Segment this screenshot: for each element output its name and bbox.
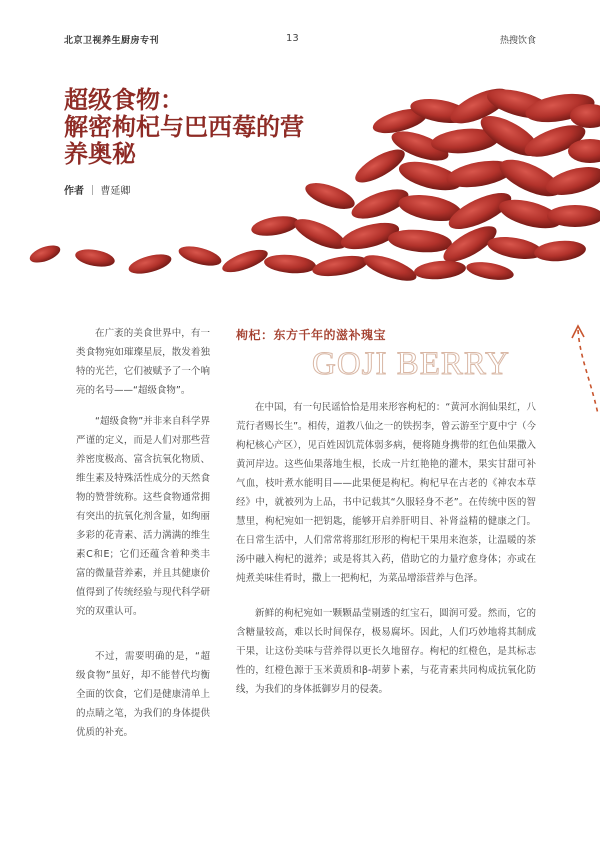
intro-paragraph-2: “超级食物”并非来自科学界严谨的定义，而是人们对那些营养密度极高、富含抗氧化物质、维生素及特殊活性成分的天然食物的赞誉统称。这些食物通常拥有突出的抗氧化剂含量，如绚丽多彩的花青素、活力满满的维生素C和E；它们还蕴含着种类丰富的微量营养素，并且其健康价值得到了传统经验与现代科学研究的双重认可。: [76, 416, 210, 617]
title-line-3: 养奥秘: [64, 139, 136, 168]
intro-column: [76, 324, 210, 754]
page-header: [0, 0, 600, 60]
author-separator: ｜: [87, 186, 98, 197]
section-title: 枸杞：东方千年的滋补瑰宝: [236, 328, 387, 342]
section-english-title: GOJI BERRY: [312, 346, 510, 382]
author-name: 曹延卿: [100, 186, 131, 197]
author-label: 作者: [64, 186, 84, 197]
intro-paragraph-3: 不过，需要明确的是，“超级食物”虽好，却不能替代均衡全面的饮食，它们是健康清单上的点睛之笔，为我们的身体提供优质的补充。: [76, 651, 210, 738]
title-line-2: 解密枸杞与巴西莓的营: [64, 112, 304, 141]
decorative-arrow-icon: [560, 318, 600, 418]
page-number: 13: [286, 33, 299, 44]
author-line: [64, 182, 130, 197]
goji-paragraph-1: 在中国，有一句民谣恰恰是用来形容枸杞的：“黄河水润仙果红，八荒行者赐长生”。相传，道教八仙之一的铁拐李，曾云游至宁夏中宁（今枸杞核心产区），见百姓因饥荒体弱多病，便将随身携带的红色仙果撒入黄河岸边。这些仙果落地生根，长成一片红艳艳的灌木，果实甘甜可补气血，枝叶煮水能明目——此果便是枸杞。枸杞早在古老的《神农本草经》中，就被列为上品，书中记载其“久服轻身不老”。在传统中医的智慧里，枸杞宛如一把钥匙，能够开启养肝明目、补肾益精的健康之门。在日常生活中，人们常常将那红形形的枸杞干果用来泡茶，让温暖的茶汤中融入枸杞的滋养；或是将其入药，借助它的力量疗愈身体；亦或在炖煮美味佳肴时，撒上一把枸杞，为菜品增添营养与色泽。: [236, 402, 536, 584]
intro-paragraph-1: 在广袤的美食世界中，有一类食物宛如璀璨星辰，散发着独特的光芒，它们被赋予了一个响亮的名号——“超级食物”。: [76, 328, 210, 396]
magazine-name: 北京卫视养生厨房专刊: [64, 36, 160, 46]
goji-column: [236, 398, 536, 699]
article-title: [64, 86, 324, 167]
goji-paragraph-2: 新鲜的枸杞宛如一颗颗晶莹剔透的红宝石，圆润可爱。然而，它的含糖量较高，难以长时间保存，极易腐坏。因此，人们巧妙地将其制成干果，让这份美味与营养得以更长久地留存。枸杞的红橙色，是其标志性的，红橙色源于玉米黄质和β-胡萝卜素，与花青素共同构成抗氧化防线，为我们的身体抵御岁月的侵袭。: [236, 608, 536, 695]
column-name: 热搜饮食: [500, 36, 537, 46]
title-line-1: 超级食物：: [64, 85, 184, 114]
